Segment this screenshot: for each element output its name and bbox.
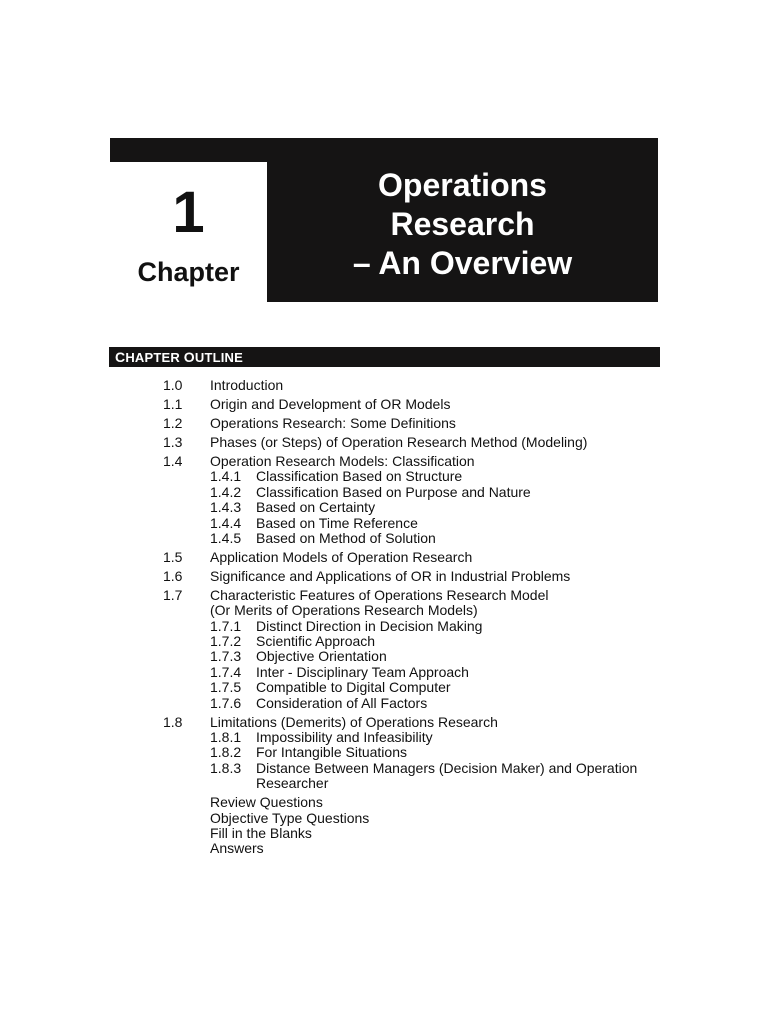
- outline-subitem-title: Compatible to Digital Computer: [256, 679, 451, 696]
- outline-subitem-title: Consideration of All Factors: [256, 694, 428, 711]
- outline-subitem-number: 1.7.3: [210, 648, 242, 665]
- outline-subitem-title: Scientific Approach: [256, 633, 376, 650]
- outline-item-title: Origin and Development of OR Models: [210, 395, 451, 412]
- outline-subitem-title: Distinct Direction in Decision Making: [256, 617, 483, 634]
- outline-end-item: [0, 841, 768, 856]
- outline-item-continuation: [0, 603, 768, 618]
- outline-item-title: Application Models of Operation Research: [210, 548, 473, 565]
- outline-subitem-title: Classification Based on Structure: [256, 468, 463, 485]
- chapter-title-line: – An Overview: [352, 245, 573, 281]
- outline-subitem: [0, 665, 768, 680]
- outline-item-number: 1.6: [163, 567, 183, 584]
- outline-end-item-title: Fill in the Blanks: [210, 824, 312, 841]
- outline-subitem-title: Researcher: [256, 775, 329, 792]
- outline-item-title: Characteristic Features of Operations Research Model: [210, 586, 549, 603]
- outline-item: [0, 454, 768, 469]
- outline-item-number: 1.3: [163, 433, 183, 450]
- outline-item-number: 1.1: [163, 395, 183, 412]
- outline-subitem-number: 1.7.5: [210, 679, 242, 696]
- outline-subitem: [0, 680, 768, 695]
- outline-item-number: 1.4: [163, 452, 183, 469]
- outline-subitem: [0, 619, 768, 634]
- outline-item-title: Operation Research Models: Classification: [210, 452, 475, 469]
- outline-heading-initial: O: [183, 349, 195, 365]
- outline-item: [0, 435, 768, 450]
- outline-subitem-continuation: [0, 776, 768, 791]
- outline-subitem: [0, 500, 768, 515]
- outline-item-title: Limitations (Demerits) of Operations Research: [210, 713, 498, 730]
- chapter-outline-list: [0, 378, 768, 857]
- chapter-outline-heading: [109, 347, 660, 367]
- outline-subitem-title: Based on Time Reference: [256, 514, 418, 531]
- outline-subitem-number: 1.4.1: [210, 468, 242, 485]
- outline-subitem-title: Based on Certainty: [256, 499, 376, 516]
- outline-subitem: [0, 634, 768, 649]
- outline-subitem-number: 1.8.1: [210, 728, 242, 745]
- chapter-title: [267, 166, 658, 283]
- outline-end-item: [0, 811, 768, 826]
- outline-subitem: [0, 485, 768, 500]
- outline-subitem: [0, 696, 768, 711]
- outline-item-number: 1.2: [163, 414, 183, 431]
- outline-subitem-number: 1.7.1: [210, 617, 242, 634]
- outline-item-title: Significance and Applications of OR in Industrial Problems: [210, 567, 571, 584]
- outline-subitem-number: 1.7.4: [210, 663, 242, 680]
- outline-item-title: Introduction: [210, 377, 284, 393]
- outline-item: [0, 550, 768, 565]
- outline-end-item-title: Review Questions: [210, 794, 323, 811]
- outline-heading-text: HAPTER: [125, 350, 184, 365]
- outline-item-number: 1.8: [163, 713, 183, 730]
- outline-item: [0, 397, 768, 412]
- outline-subitem-number: 1.8.3: [210, 759, 242, 776]
- outline-subitem-title: Based on Method of Solution: [256, 529, 436, 546]
- outline-subitem-number: 1.7.6: [210, 694, 242, 711]
- outline-item-title: (Or Merits of Operations Research Models): [210, 602, 478, 619]
- outline-item: [0, 416, 768, 431]
- outline-subitem-number: 1.7.2: [210, 633, 242, 650]
- outline-subitem: [0, 649, 768, 664]
- outline-item-title: Operations Research: Some Definitions: [210, 414, 456, 431]
- outline-end-item-title: Objective Type Questions: [210, 809, 370, 826]
- outline-subitem-number: 1.4.5: [210, 529, 242, 546]
- outline-subitem-number: 1.4.3: [210, 499, 242, 516]
- outline-item-number: 1.0: [163, 377, 183, 393]
- outline-heading-text: UTLINE: [194, 350, 244, 365]
- outline-subitem-number: 1.8.2: [210, 744, 242, 761]
- outline-subitem-title: Objective Orientation: [256, 648, 387, 665]
- outline-item: [0, 378, 768, 393]
- outline-subitem-title: Classification Based on Purpose and Nature: [256, 483, 531, 500]
- outline-subitem: [0, 761, 768, 776]
- chapter-number-box: [110, 162, 267, 302]
- outline-item: [0, 569, 768, 584]
- outline-subitem-title: For Intangible Situations: [256, 744, 407, 761]
- outline-subitem: [0, 516, 768, 531]
- outline-subitem-number: 1.4.4: [210, 514, 242, 531]
- outline-end-item: [0, 795, 768, 810]
- outline-item-title: Phases (or Steps) of Operation Research Method (Modeling): [210, 433, 588, 450]
- outline-subitem: [0, 745, 768, 760]
- outline-subitem-title: Impossibility and Infeasibility: [256, 728, 433, 745]
- outline-item: [0, 588, 768, 603]
- outline-subitem-title: Inter - Disciplinary Team Approach: [256, 663, 469, 680]
- outline-item: [0, 715, 768, 730]
- outline-subitem: [0, 730, 768, 745]
- outline-item-number: 1.7: [163, 586, 183, 603]
- chapter-label: Chapter: [137, 257, 240, 287]
- outline-subitem-title: Distance Between Managers (Decision Maker) and Operation: [256, 759, 638, 776]
- outline-item-number: 1.5: [163, 548, 183, 565]
- chapter-title-line: Research: [390, 206, 535, 242]
- outline-subitem-number: 1.4.2: [210, 483, 242, 500]
- outline-end-item: [0, 826, 768, 841]
- outline-heading-initial: C: [115, 349, 126, 365]
- outline-subitem: [0, 531, 768, 546]
- outline-subitem: [0, 469, 768, 484]
- chapter-title-line: Operations: [378, 167, 547, 203]
- chapter-number: 1: [172, 180, 205, 245]
- outline-end-item-title: Answers: [210, 840, 264, 857]
